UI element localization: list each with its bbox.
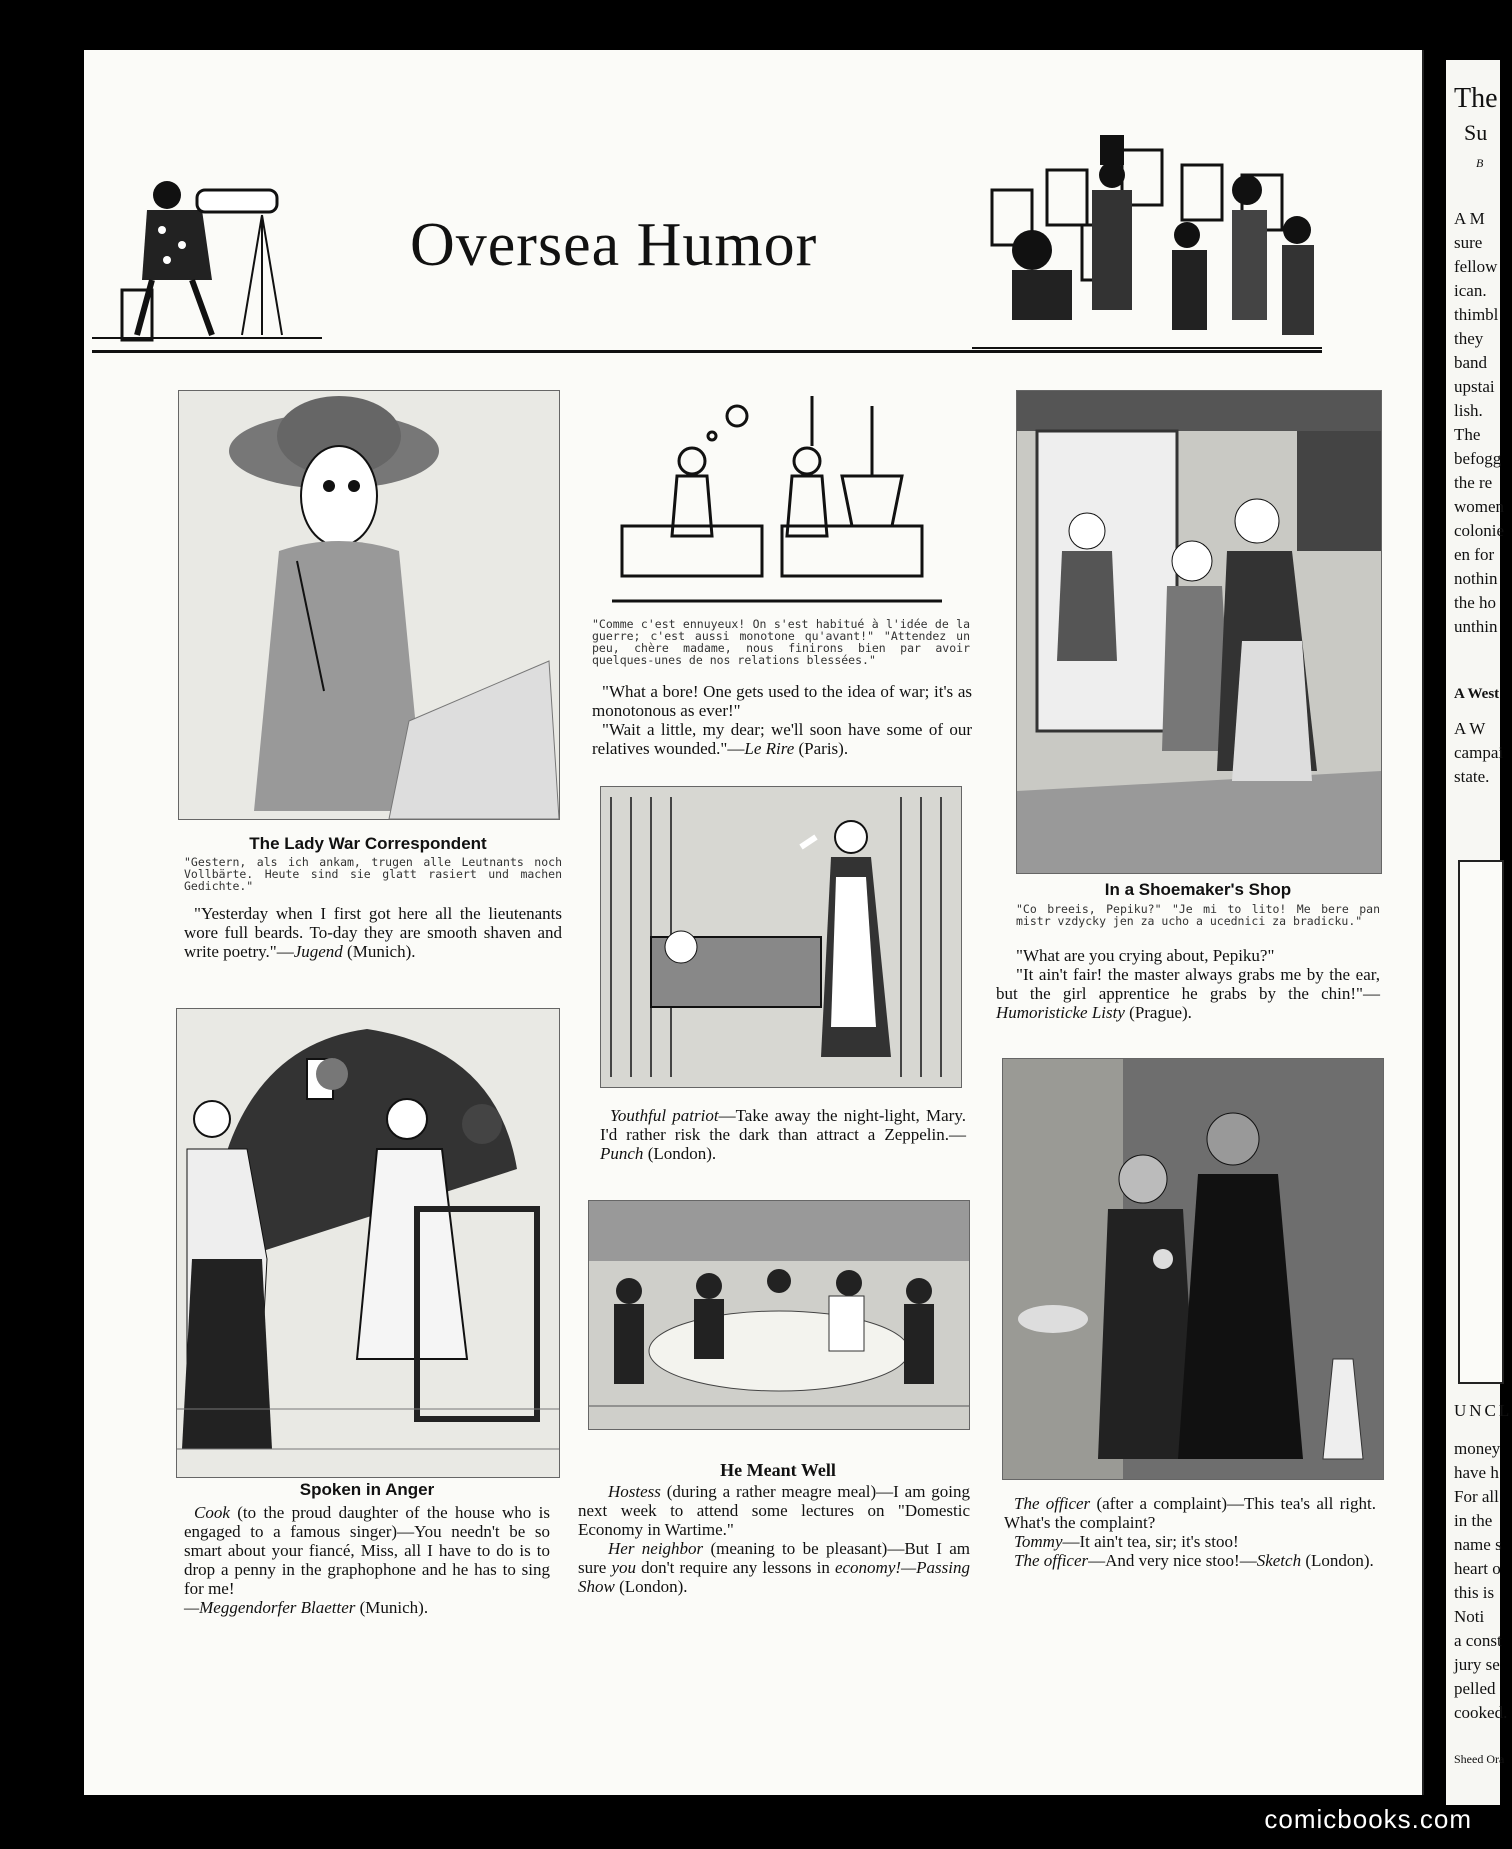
shoemakers-shop-original: "Co breeis, Pepiku?" "Je mi to lito! Me bere pan mistr vzdycky jen za ucho a ucednici za bradicku." (1016, 902, 1380, 928)
fragment-line: they (1454, 329, 1484, 348)
fragment-line: band (1454, 353, 1488, 372)
source-city: (Munich). (342, 942, 416, 961)
sketch-officer-illustration (1002, 1058, 1384, 1480)
dialogue-2a: (meaning to be pleasant)—But I am sure (578, 1539, 970, 1577)
site-watermark: comicbooks.com (1264, 1804, 1472, 1834)
fragment-line: state. (1454, 767, 1490, 786)
source-publication: Jugend (293, 942, 343, 961)
fragment-line: women (1454, 497, 1505, 516)
line-1: "What are you crying about, Pepiku?" (1016, 946, 1275, 965)
fragment-line: money (1454, 1439, 1501, 1458)
line-2: "Wait a little, my dear; we'll soon have some of our relatives wounded."— (592, 720, 972, 758)
fragment-line: a const (1454, 1631, 1502, 1650)
lady-war-correspondent-original: "Gestern, als ich ankam, trugen alle Leutnants noch Vollbärte. Heute sind sie glatt rasiert und machen Gedichte." (184, 855, 562, 893)
speaker-1: Hostess (608, 1482, 661, 1501)
le-rire-original: "Comme c'est ennuyeux! On s'est habitué à l'idée de la guerre; c'est aussi monotone qu'avant!" "Attendez un peu, chère madame, nous finirons bien par avoir quelques-unes de nos relations blessées." (592, 617, 970, 667)
youthful-patriot-illustration (600, 786, 962, 1088)
spoken-in-anger-text (184, 1503, 550, 1617)
fragment-line: fellow (1454, 257, 1498, 276)
speaker-2: Her neighbor (608, 1539, 704, 1558)
fragment-line: in the (1454, 1511, 1493, 1530)
lady-war-correspondent-title: The Lady War Correspondent (249, 834, 487, 853)
line-2: "It ain't fair! the master always grabs me by the ear, but the girl apprentice he grabs by the chin!"— (996, 965, 1380, 1003)
source-publication: Sketch (1256, 1551, 1302, 1570)
he-meant-well-title: He Meant Well (720, 1460, 836, 1480)
fragment-line: have h (1454, 1463, 1499, 1482)
sketch-officer-text (1004, 1494, 1376, 1570)
source-city: (Munich). (355, 1598, 429, 1617)
fragment-subtitle: Su (1464, 120, 1488, 145)
fragment-line: unthin (1454, 617, 1498, 636)
fragment-subhead: A West (1454, 686, 1500, 702)
source-city: (London). (1301, 1551, 1374, 1570)
fragment-footer: Sheed Ora (1454, 1752, 1505, 1766)
uncle-sam-telescope-illustration (92, 170, 322, 340)
source-city: (London). (614, 1577, 688, 1596)
fragment-line: ican. (1454, 281, 1487, 300)
fragment-line: A W (1454, 719, 1486, 738)
shoemakers-shop-title: In a Shoemaker's Shop (1104, 880, 1292, 899)
fragment-byline: B (1476, 156, 1484, 170)
page-title: Oversea Humor (410, 211, 818, 279)
dialogue-1: (during a rather meagre meal)—I am going next week to attend some lectures on "Domestic Economy in Wartime." (578, 1482, 970, 1539)
fragment-line: nothin (1454, 569, 1498, 588)
he-meant-well-illustration (588, 1200, 970, 1430)
lady-war-correspondent-text (184, 904, 562, 961)
speaker-2: Tommy (1014, 1532, 1063, 1551)
dialogue: —Take away the night-light, Mary. I'd rather risk the dark than attract a Zeppelin.— (600, 1106, 966, 1144)
le-rire-text (592, 682, 972, 758)
source-city: (London). (643, 1144, 717, 1163)
fragment-line: A M (1454, 209, 1485, 228)
speaker: Youthful patriot (610, 1106, 719, 1125)
fragment-line: upstai (1454, 377, 1495, 396)
fragment-line: name s (1454, 1535, 1502, 1554)
fragment-line: For all (1454, 1487, 1499, 1506)
fragment-line: jury se (1454, 1655, 1500, 1674)
dialogue-3: —And very nice stoo!— (1088, 1551, 1257, 1570)
fragment-line: thimbl (1454, 305, 1499, 324)
shoemakers-shop-illustration (1016, 390, 1382, 874)
source-city: (Prague). (1124, 1003, 1192, 1022)
fragment-line: sure (1454, 233, 1483, 252)
fragment-illustration (1458, 860, 1504, 1384)
fragment-line: colonie (1454, 521, 1505, 540)
adjacent-page-fragment (1446, 60, 1512, 1805)
masthead-rule (92, 350, 1322, 353)
speaker: Cook (194, 1503, 230, 1522)
fragment-line: befogg (1454, 449, 1502, 468)
fragment-title: The (1454, 83, 1498, 114)
speaker-3: The officer (1014, 1551, 1089, 1570)
fragment-line: heart o (1454, 1559, 1501, 1578)
he-meant-well-text (578, 1482, 970, 1596)
youthful-patriot-text (600, 1106, 966, 1163)
source-publication: —Meggendorfer Blaetter (184, 1598, 356, 1617)
fragment-line: en for (1454, 545, 1495, 564)
source-city: (Paris). (794, 739, 849, 758)
spoken-in-anger-illustration (176, 1008, 560, 1478)
fragment-line: the ho (1454, 593, 1497, 612)
masthead (92, 130, 1322, 360)
fragment-line: campai (1454, 743, 1504, 762)
spoken-in-anger-title: Spoken in Anger (299, 1480, 435, 1499)
fragment-line: the re (1454, 473, 1493, 492)
fragment-line: cooked. (1454, 1703, 1508, 1722)
lady-war-correspondent-illustration (178, 390, 560, 820)
fragment-line: Noti (1454, 1607, 1485, 1626)
le-rire-illustration (592, 386, 962, 612)
fragment-line: pelled (1454, 1679, 1496, 1698)
fragment-caption: UNCL (1454, 1401, 1512, 1420)
fragment-line: The (1454, 425, 1481, 444)
translation: "Yesterday when I first got here all the lieutenants wore full beards. To-day they are smooth shaven and write poetry."— (184, 904, 562, 961)
source-publication: Le Rire (744, 739, 795, 758)
dialogue: (to the proud daughter of the house who is engaged to a famous singer)—You needn't be so smart about your fiancé, Miss, all I have to do is to drop a penny in the graphophone and he has to sing for me! (184, 1503, 550, 1598)
emphasis-you: you (611, 1558, 636, 1577)
speaker-1: The officer (1014, 1494, 1091, 1513)
shoemakers-shop-text (996, 946, 1380, 1022)
dialogue-2: —It ain't tea, sir; it's stoo! (1062, 1532, 1239, 1551)
source-publication: Punch (600, 1144, 644, 1163)
source-publication: Humoristicke Listy (996, 1003, 1125, 1022)
line-1: "What a bore! One gets used to the idea of war; it's as monotonous as ever!" (592, 682, 972, 720)
fragment-line: this is (1454, 1583, 1495, 1602)
dialogue-1: (after a complaint)—This tea's all right. What's the complaint? (1004, 1494, 1376, 1532)
fragment-line: lish. (1454, 401, 1483, 420)
dialogue-2b: don't require any lessons in (635, 1558, 835, 1577)
nations-reading-papers-illustration (972, 130, 1322, 350)
emphasis-economy: economy!—Passing Show (578, 1558, 970, 1596)
